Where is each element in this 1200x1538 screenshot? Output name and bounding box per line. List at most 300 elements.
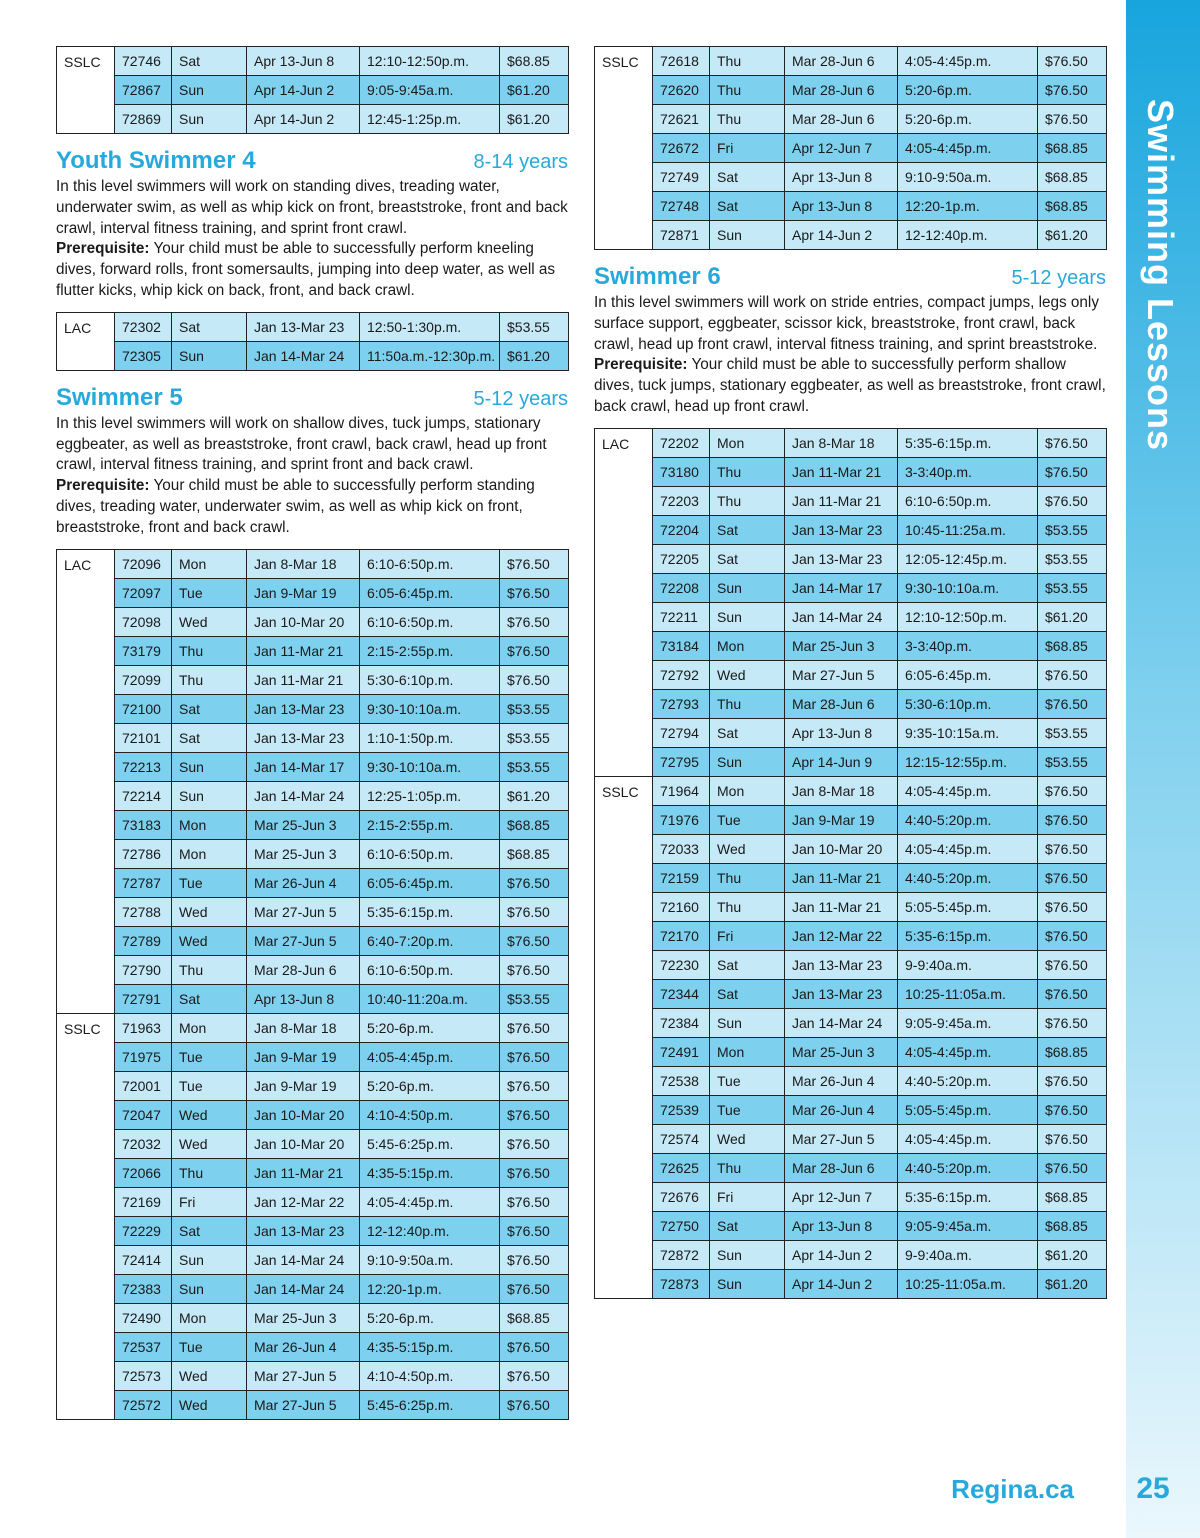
fee-cell: $76.50 (500, 1245, 569, 1274)
fee-cell: $53.55 (1038, 544, 1107, 573)
day-cell: Sat (172, 723, 247, 752)
time-cell: 6:05-6:45p.m. (360, 578, 500, 607)
date-range-cell: Mar 27-Jun 5 (247, 1361, 360, 1390)
date-range-cell: Apr 14-Jun 9 (785, 747, 898, 776)
time-cell: 10:25-11:05a.m. (898, 979, 1038, 1008)
day-cell: Sat (172, 47, 247, 76)
course-code-cell: 72871 (653, 221, 710, 250)
date-range-cell: Jan 9-Mar 19 (247, 1042, 360, 1071)
day-cell: Thu (710, 689, 785, 718)
course-code-cell: 72001 (115, 1071, 172, 1100)
date-range-cell: Jan 11-Mar 21 (247, 636, 360, 665)
location-cell: SSLC (595, 776, 653, 1298)
time-cell: 4:40-5:20p.m. (898, 1153, 1038, 1182)
table-row (57, 926, 569, 955)
fee-cell: $76.50 (1038, 76, 1107, 105)
fee-cell: $76.50 (1038, 1008, 1107, 1037)
date-range-cell: Apr 13-Jun 8 (247, 984, 360, 1013)
time-cell: 5:35-6:15p.m. (898, 921, 1038, 950)
table-row (595, 544, 1107, 573)
course-code-cell: 72491 (653, 1037, 710, 1066)
day-cell: Wed (172, 1129, 247, 1158)
day-cell: Wed (710, 834, 785, 863)
prerequisite-text: Your child must be able to successfully perform standing dives, treading water, underwater swim, as well as whip kick on front, breaststroke, front and back crawl. (56, 477, 535, 536)
table-row (595, 979, 1107, 1008)
prerequisite-text: Your child must be able to successfully perform shallow dives, tuck jumps, stationary eggbeater, as well as breaststroke, front crawl, back crawl, head up front crawl. (594, 356, 1106, 415)
time-cell: 4:05-4:45p.m. (360, 1042, 500, 1071)
date-range-cell: Mar 25-Jun 3 (247, 839, 360, 868)
table-row (595, 1182, 1107, 1211)
table-row (595, 1153, 1107, 1182)
course-code-cell: 71963 (115, 1013, 172, 1042)
fee-cell: $68.85 (500, 47, 569, 76)
time-cell: 9:30-10:10a.m. (360, 694, 500, 723)
table-row (57, 1332, 569, 1361)
fee-cell: $76.50 (1038, 863, 1107, 892)
day-cell: Sun (710, 573, 785, 602)
day-cell: Tue (710, 1095, 785, 1124)
table-row (595, 689, 1107, 718)
course-code-cell: 73179 (115, 636, 172, 665)
course-code-cell: 72672 (653, 134, 710, 163)
page-number: 25 (1136, 1472, 1170, 1505)
course-code-cell: 72096 (115, 549, 172, 578)
table-row (595, 776, 1107, 805)
day-cell: Sun (710, 602, 785, 631)
table-row (57, 578, 569, 607)
day-cell: Sun (710, 221, 785, 250)
age-range: 8-14 years (473, 151, 568, 173)
time-cell: 12-12:40p.m. (360, 1216, 500, 1245)
table-row (57, 984, 569, 1013)
fee-cell: $61.20 (500, 76, 569, 105)
table-row (595, 805, 1107, 834)
day-cell: Wed (172, 1361, 247, 1390)
date-range-cell: Mar 28-Jun 6 (785, 689, 898, 718)
time-cell: 9:30-10:10a.m. (360, 752, 500, 781)
fee-cell: $76.50 (500, 1129, 569, 1158)
schedule-table (56, 549, 569, 1420)
day-cell: Fri (710, 1182, 785, 1211)
course-code-cell: 72786 (115, 839, 172, 868)
day-cell: Fri (710, 134, 785, 163)
time-cell: 12:20-1p.m. (898, 192, 1038, 221)
table-row (57, 76, 569, 105)
fee-cell: $76.50 (1038, 486, 1107, 515)
fee-cell: $53.55 (1038, 573, 1107, 602)
date-range-cell: Jan 11-Mar 21 (247, 665, 360, 694)
table-row (595, 163, 1107, 192)
time-cell: 4:40-5:20p.m. (898, 863, 1038, 892)
fee-cell: $53.55 (500, 312, 569, 341)
course-code-cell: 72789 (115, 926, 172, 955)
course-code-cell: 72101 (115, 723, 172, 752)
day-cell: Wed (172, 897, 247, 926)
course-code-cell: 72790 (115, 955, 172, 984)
time-cell: 9:05-9:45a.m. (898, 1211, 1038, 1240)
day-cell: Sat (710, 192, 785, 221)
date-range-cell: Mar 26-Jun 4 (247, 868, 360, 897)
date-range-cell: Mar 27-Jun 5 (247, 1390, 360, 1419)
date-range-cell: Jan 13-Mar 23 (785, 544, 898, 573)
time-cell: 5:35-6:15p.m. (360, 897, 500, 926)
table-row (595, 1124, 1107, 1153)
fee-cell: $76.50 (500, 1361, 569, 1390)
date-range-cell: Apr 14-Jun 2 (247, 105, 360, 134)
fee-cell: $68.85 (500, 1303, 569, 1332)
course-code-cell: 72169 (115, 1187, 172, 1216)
day-cell: Thu (172, 955, 247, 984)
fee-cell: $68.85 (500, 810, 569, 839)
table-row (57, 1129, 569, 1158)
day-cell: Thu (172, 636, 247, 665)
fee-cell: $53.55 (500, 694, 569, 723)
course-code-cell: 72170 (653, 921, 710, 950)
course-code-cell: 72160 (653, 892, 710, 921)
program-section (56, 384, 568, 1420)
table-row (595, 573, 1107, 602)
course-code-cell: 72746 (115, 47, 172, 76)
course-code-cell: 72793 (653, 689, 710, 718)
day-cell: Thu (172, 1158, 247, 1187)
time-cell: 11:50a.m.-12:30p.m. (360, 341, 500, 370)
date-range-cell: Jan 14-Mar 24 (247, 1245, 360, 1274)
day-cell: Thu (710, 863, 785, 892)
day-cell: Thu (710, 1153, 785, 1182)
table-row (57, 1361, 569, 1390)
section-title: Youth Swimmer 4 (56, 147, 256, 174)
fee-cell: $76.50 (500, 1042, 569, 1071)
time-cell: 1:10-1:50p.m. (360, 723, 500, 752)
time-cell: 4:10-4:50p.m. (360, 1100, 500, 1129)
fee-cell: $76.50 (500, 665, 569, 694)
day-cell: Mon (172, 1013, 247, 1042)
course-code-cell: 72872 (653, 1240, 710, 1269)
fee-cell: $76.50 (1038, 834, 1107, 863)
table-row (57, 781, 569, 810)
location-cell: SSLC (57, 1013, 115, 1419)
table-row (57, 1013, 569, 1042)
table-row (57, 105, 569, 134)
date-range-cell: Mar 27-Jun 5 (785, 1124, 898, 1153)
fee-cell: $76.50 (1038, 950, 1107, 979)
course-code-cell: 72572 (115, 1390, 172, 1419)
right-column (594, 46, 1106, 1299)
fee-cell: $76.50 (1038, 805, 1107, 834)
course-code-cell: 73184 (653, 631, 710, 660)
day-cell: Mon (710, 1037, 785, 1066)
date-range-cell: Jan 9-Mar 19 (785, 805, 898, 834)
date-range-cell: Jan 13-Mar 23 (247, 1216, 360, 1245)
course-code-cell: 72795 (653, 747, 710, 776)
time-cell: 4:05-4:45p.m. (898, 834, 1038, 863)
date-range-cell: Apr 12-Jun 7 (785, 134, 898, 163)
fee-cell: $76.50 (500, 926, 569, 955)
fee-cell: $76.50 (1038, 428, 1107, 457)
section-title: Swimmer 5 (56, 383, 183, 411)
fee-cell: $68.85 (1038, 1037, 1107, 1066)
fee-cell: $76.50 (500, 1187, 569, 1216)
time-cell: 12:50-1:30p.m. (360, 312, 500, 341)
fee-cell: $76.50 (500, 897, 569, 926)
course-code-cell: 72748 (653, 192, 710, 221)
day-cell: Wed (172, 926, 247, 955)
table-row (595, 950, 1107, 979)
time-cell: 9:05-9:45a.m. (898, 1008, 1038, 1037)
fee-cell: $76.50 (1038, 979, 1107, 1008)
fee-cell: $76.50 (500, 636, 569, 665)
fee-cell: $76.50 (1038, 921, 1107, 950)
date-range-cell: Mar 28-Jun 6 (785, 47, 898, 76)
course-code-cell: 72344 (653, 979, 710, 1008)
date-range-cell: Jan 10-Mar 20 (247, 1129, 360, 1158)
day-cell: Thu (710, 892, 785, 921)
course-code-cell: 72205 (653, 544, 710, 573)
time-cell: 6:10-6:50p.m. (360, 955, 500, 984)
date-range-cell: Jan 13-Mar 23 (247, 694, 360, 723)
table-row (595, 602, 1107, 631)
prerequisite-text: Your child must be able to successfully perform kneeling dives, forward rolls, front somersaults, jumping into deep water, as well as flutter kicks, whip kick on back, front, and back crawl. (56, 240, 556, 299)
date-range-cell: Jan 11-Mar 21 (785, 863, 898, 892)
table-row (57, 47, 569, 76)
day-cell: Sat (710, 979, 785, 1008)
day-cell: Sat (172, 1216, 247, 1245)
time-cell: 5:35-6:15p.m. (898, 428, 1038, 457)
fee-cell: $76.50 (500, 868, 569, 897)
date-range-cell: Jan 13-Mar 23 (247, 723, 360, 752)
table-row (57, 341, 569, 370)
fee-cell: $68.85 (1038, 1211, 1107, 1240)
time-cell: 4:05-4:45p.m. (360, 1187, 500, 1216)
time-cell: 5:45-6:25p.m. (360, 1390, 500, 1419)
date-range-cell: Jan 12-Mar 22 (247, 1187, 360, 1216)
date-range-cell: Jan 10-Mar 20 (247, 607, 360, 636)
course-code-cell: 72539 (653, 1095, 710, 1124)
time-cell: 5:30-6:10p.m. (360, 665, 500, 694)
table-row (595, 428, 1107, 457)
program-section (594, 46, 1106, 250)
course-code-cell: 72384 (653, 1008, 710, 1037)
time-cell: 9:10-9:50a.m. (898, 163, 1038, 192)
day-cell: Mon (172, 549, 247, 578)
date-range-cell: Mar 25-Jun 3 (785, 1037, 898, 1066)
day-cell: Wed (710, 660, 785, 689)
day-cell: Sun (710, 1008, 785, 1037)
table-row (57, 1100, 569, 1129)
table-row (57, 1071, 569, 1100)
date-range-cell: Apr 13-Jun 8 (785, 192, 898, 221)
site-link[interactable]: Regina.ca (951, 1474, 1074, 1504)
table-row (595, 892, 1107, 921)
date-range-cell: Jan 8-Mar 18 (247, 549, 360, 578)
time-cell: 2:15-2:55p.m. (360, 810, 500, 839)
location-cell: LAC (595, 428, 653, 776)
time-cell: 9:10-9:50a.m. (360, 1245, 500, 1274)
table-row (595, 1240, 1107, 1269)
time-cell: 6:10-6:50p.m. (360, 839, 500, 868)
time-cell: 4:35-5:15p.m. (360, 1158, 500, 1187)
date-range-cell: Jan 8-Mar 18 (785, 776, 898, 805)
date-range-cell: Mar 25-Jun 3 (247, 810, 360, 839)
course-code-cell: 72792 (653, 660, 710, 689)
fee-cell: $76.50 (500, 607, 569, 636)
date-range-cell: Apr 14-Jun 2 (785, 1240, 898, 1269)
table-row (595, 515, 1107, 544)
course-code-cell: 72047 (115, 1100, 172, 1129)
fee-cell: $53.55 (500, 984, 569, 1013)
table-row (57, 1187, 569, 1216)
date-range-cell: Apr 12-Jun 7 (785, 1182, 898, 1211)
time-cell: 5:20-6p.m. (360, 1013, 500, 1042)
time-cell: 4:05-4:45p.m. (898, 134, 1038, 163)
fee-cell: $76.50 (500, 1013, 569, 1042)
course-code-cell: 72573 (115, 1361, 172, 1390)
program-section (594, 263, 1106, 1299)
program-section (56, 46, 568, 134)
fee-cell: $76.50 (500, 1332, 569, 1361)
schedule-table (56, 46, 569, 134)
day-cell: Mon (710, 631, 785, 660)
date-range-cell: Jan 10-Mar 20 (247, 1100, 360, 1129)
table-row (57, 723, 569, 752)
time-cell: 9:30-10:10a.m. (898, 573, 1038, 602)
time-cell: 12:05-12:45p.m. (898, 544, 1038, 573)
date-range-cell: Jan 14-Mar 17 (247, 752, 360, 781)
time-cell: 5:20-6p.m. (898, 76, 1038, 105)
time-cell: 9:05-9:45a.m. (360, 76, 500, 105)
table-row (595, 660, 1107, 689)
section-description (56, 177, 568, 302)
time-cell: 5:35-6:15p.m. (898, 1182, 1038, 1211)
fee-cell: $53.55 (1038, 515, 1107, 544)
fee-cell: $68.85 (1038, 1182, 1107, 1211)
date-range-cell: Apr 13-Jun 8 (785, 163, 898, 192)
date-range-cell: Jan 11-Mar 21 (785, 457, 898, 486)
fee-cell: $76.50 (500, 1100, 569, 1129)
course-code-cell: 72032 (115, 1129, 172, 1158)
table-row (57, 636, 569, 665)
course-code-cell: 72302 (115, 312, 172, 341)
fee-cell: $76.50 (1038, 105, 1107, 134)
day-cell: Fri (172, 1187, 247, 1216)
section-description (594, 293, 1106, 418)
course-code-cell: 72794 (653, 718, 710, 747)
day-cell: Sun (710, 747, 785, 776)
date-range-cell: Mar 28-Jun 6 (247, 955, 360, 984)
fee-cell: $61.20 (1038, 1240, 1107, 1269)
fee-cell: $68.85 (1038, 163, 1107, 192)
table-row (595, 1095, 1107, 1124)
day-cell: Sat (710, 515, 785, 544)
course-code-cell: 72033 (653, 834, 710, 863)
time-cell: 5:30-6:10p.m. (898, 689, 1038, 718)
date-range-cell: Jan 10-Mar 20 (785, 834, 898, 863)
table-row (595, 834, 1107, 863)
day-cell: Wed (172, 607, 247, 636)
fee-cell: $76.50 (500, 955, 569, 984)
day-cell: Sat (710, 950, 785, 979)
time-cell: 4:05-4:45p.m. (898, 1124, 1038, 1153)
table-row (595, 863, 1107, 892)
date-range-cell: Jan 14-Mar 24 (785, 602, 898, 631)
table-row (57, 1274, 569, 1303)
section-header (594, 263, 1106, 291)
course-code-cell: 72159 (653, 863, 710, 892)
day-cell: Sat (172, 984, 247, 1013)
date-range-cell: Jan 13-Mar 23 (785, 515, 898, 544)
course-code-cell: 72788 (115, 897, 172, 926)
fee-cell: $76.50 (1038, 776, 1107, 805)
time-cell: 4:40-5:20p.m. (898, 805, 1038, 834)
course-code-cell: 72214 (115, 781, 172, 810)
day-cell: Sun (710, 1269, 785, 1298)
day-cell: Thu (710, 47, 785, 76)
time-cell: 12:45-1:25p.m. (360, 105, 500, 134)
time-cell: 12:10-12:50p.m. (360, 47, 500, 76)
course-code-cell: 72066 (115, 1158, 172, 1187)
fee-cell: $76.50 (1038, 47, 1107, 76)
fee-cell: $61.20 (1038, 602, 1107, 631)
day-cell: Sat (172, 694, 247, 723)
day-cell: Tue (172, 1332, 247, 1361)
day-cell: Sat (710, 1211, 785, 1240)
table-row (57, 955, 569, 984)
day-cell: Mon (172, 839, 247, 868)
table-row (57, 839, 569, 868)
section-header (56, 384, 568, 412)
time-cell: 6:10-6:50p.m. (360, 549, 500, 578)
time-cell: 6:10-6:50p.m. (360, 607, 500, 636)
date-range-cell: Jan 12-Mar 22 (785, 921, 898, 950)
time-cell: 12:10-12:50p.m. (898, 602, 1038, 631)
time-cell: 5:20-6p.m. (360, 1303, 500, 1332)
date-range-cell: Jan 8-Mar 18 (785, 428, 898, 457)
course-code-cell: 72099 (115, 665, 172, 694)
time-cell: 9-9:40a.m. (898, 1240, 1038, 1269)
course-code-cell: 72620 (653, 76, 710, 105)
day-cell: Sat (710, 544, 785, 573)
time-cell: 10:25-11:05a.m. (898, 1269, 1038, 1298)
course-code-cell: 72867 (115, 76, 172, 105)
fee-cell: $68.85 (1038, 192, 1107, 221)
fee-cell: $76.50 (1038, 892, 1107, 921)
fee-cell: $76.50 (500, 1390, 569, 1419)
day-cell: Thu (710, 486, 785, 515)
date-range-cell: Mar 26-Jun 4 (785, 1095, 898, 1124)
course-code-cell: 72305 (115, 341, 172, 370)
date-range-cell: Jan 9-Mar 19 (247, 578, 360, 607)
day-cell: Tue (172, 1071, 247, 1100)
fee-cell: $76.50 (1038, 1095, 1107, 1124)
course-code-cell: 72211 (653, 602, 710, 631)
time-cell: 4:35-5:15p.m. (360, 1332, 500, 1361)
time-cell: 4:40-5:20p.m. (898, 1066, 1038, 1095)
day-cell: Sun (172, 341, 247, 370)
fee-cell: $76.50 (1038, 457, 1107, 486)
time-cell: 6:40-7:20p.m. (360, 926, 500, 955)
description-text: In this level swimmers will work on standing dives, treading water, underwater swim, as well as whip kick on front, breaststroke, front and back crawl, interval fitness training, and sprint front crawl. (56, 178, 568, 237)
day-cell: Sat (710, 163, 785, 192)
course-code-cell: 72204 (653, 515, 710, 544)
course-code-cell: 71964 (653, 776, 710, 805)
table-row (595, 631, 1107, 660)
fee-cell: $76.50 (1038, 660, 1107, 689)
day-cell: Thu (710, 76, 785, 105)
prerequisite-label: Prerequisite: (594, 356, 688, 374)
course-code-cell: 72229 (115, 1216, 172, 1245)
course-code-cell: 72213 (115, 752, 172, 781)
date-range-cell: Jan 11-Mar 21 (247, 1158, 360, 1187)
